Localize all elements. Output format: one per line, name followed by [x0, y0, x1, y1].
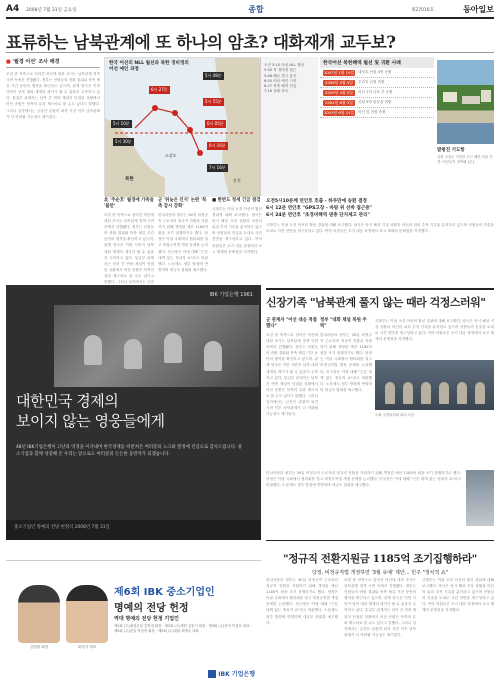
article-column-9 — [266, 577, 338, 687]
article-column-4 — [212, 198, 262, 284]
harbor-photo — [437, 60, 494, 144]
timeline-headline: 오전5시10분께 연안호 호출 - 하루만에 송환 결정 — [266, 199, 367, 204]
article-body: 조업 중 북측으로 넘어간 어선에 대한 조사는 남북관계 경색 국면 속에서 진행됐다. 정부는 선원들의 귀환 경위와 북측 체류 기간 동안의 행적을 확인하고 있으며, 관계 당국은 이번 사안이 남북 대화 재개의 계기가 될 수 있을지 주목하고 있다. 통일부 관계자는 남북 간 연락 채널이 단절된 상황에서 어선 송환은 북측의 유화 제스처로 볼 수도 있다고 말했다. 그러나 일각에서는 금강산 관광객 피격 사건 이후 남북관계가 더 악화될 가능성도 제기된다. — [6, 72, 100, 119]
article-subhead: 北 '주순호' 월경에 가족들 '불안' — [104, 198, 154, 209]
ad-photo — [54, 305, 259, 387]
edition-number: 제27016호 — [410, 8, 434, 13]
ad-body: 48년 IBK기업은행이 고난과 역경을 이겨내며 한국경제를 떠받쳐온 여러분의 노고와 열정에 진심으로 감사드립니다. 중소기업과 함께 성장해 온 우리는 앞으로도 여러분의 든든한 동반자가 되겠습니다. — [16, 445, 243, 457]
article-body: 국방부는 이날 오전 어선의 월선 경위에 대해 보고했다. 당국은 당시 해상 기상 상황과 어선의 위치 추적 기록을 분석하고 있으며 선원들의 진술을 토대로 사건 전반을 재구성하고 있다. 여야 의원들은 초기 대응 과정에서 보고 체계의 문제점을 지적했다. — [375, 319, 494, 342]
place-label: 옹진 — [233, 178, 241, 183]
headline-rule — [6, 52, 494, 53]
timeline-entry: 오전 5:10 어선 NLL 월선 — [264, 63, 305, 67]
time-label: 5시 30분 — [115, 139, 132, 144]
ad-headline: 대한민국 경제의 보이지 않는 영웅들에게 — [16, 392, 165, 430]
article-body: 조업 중 북측으로 넘어간 어선에 대한 조사는 남북관계 경색 국면 속에서 진행됐다. 정부는 선원들의 귀환 경위와 북측 체류 기간 동안의 행적을 확인하고 있으며, 관계 당국은 이번 사안이 남북 대화 재개의 계기가 될 수 있을지 주목하고 있다. 통일부 관계자는 남북 간 연락 채널이 단절된 상황에서 어선 송환은 북측의 유화 제스처로 볼 수도 있다고 말했다. 그러나 일각에서는 금강산 관광객 피격 사건 이후 남북관계가 더 악화될 가능성도 제기된다. — [266, 333, 318, 417]
time-label: 5시 48분 — [205, 73, 222, 78]
timeline-headlines — [266, 198, 494, 234]
ad-logo: IBK 기업은행 1961 — [209, 292, 253, 298]
page-number: A4 — [6, 4, 20, 14]
newspaper-logo: 동아일보 — [463, 4, 494, 14]
time-label: 6시 27분 — [151, 87, 168, 92]
portrait-caption: 김영환 회장 — [29, 645, 49, 649]
article-subhead: 군 '뒤늦은 인지' 논란 '북측 감시 강화' — [158, 198, 207, 209]
quote-subheadline: 당정, 비정규직법 개정하면 '3월 유예' 제안… 민주 "정치적 쇼" — [311, 570, 449, 576]
article-body: 조업 중 북측으로 넘어간 어선에 대한 조사는 남북관계 경색 국면 속에서 진행됐다. 정부는 선원들의 귀환 경위와 북측 체류 기간 동안의 행적을 확인하고 있으며, 관계 당국은 이번 사안이 남북 대화 재개의 계기가 될 수 있을지 주목하고 있다. 통일부 관계자는 남북 간 연락 채널이 단절된 상황에서 어선 송환은 북측의 유화 제스처로 볼 수도 있다고 말했다. 그러나 일각에서는 금강산 관광객 피격 사건 이후 남북관계가 더 악화될 가능성도 제기된다. — [344, 578, 416, 637]
timeline-entry: 6:27 북측 해역 진입 — [264, 84, 297, 89]
table-row: 2003년 6월 14일 어선 및 선원 송환 — [320, 108, 434, 118]
place-label: 북한 — [125, 177, 134, 182]
timeline-box — [260, 57, 318, 196]
article-column-2 — [104, 198, 154, 284]
ad-footer: 중소기업인 명예의 전당 헌정식 2008년 7월 31일 — [6, 520, 261, 540]
photo-caption: 국회 국방위원회 회의 모습 — [375, 413, 415, 417]
time-label: 5시 55분 — [205, 99, 222, 104]
article-subhead: ■ 한반도 정세 긴급 점검 — [212, 198, 261, 203]
article-column-8 — [266, 470, 461, 536]
article-body: 한나라당과 정부는 30일 비정규직 근로자의 정규직 전환을 지원하기 위해 책정된 예산 1185억 원을 조기 집행하기로 했다. 당정은 이날 국회에서 협의회를 열고 비정규직법 개정 문제를 논의했다. 민주당은 이에 대해 "근본 대책 없는 정치적 쇼"라고 비판했다. 노동계도 정부 방침에 반발하며 대규모 집회를 예고했다. — [320, 333, 372, 392]
kicker-headline: 신장기족 "남북관계 풀지 않는 때라 걱정스러워" — [266, 296, 486, 309]
portrait-2 — [66, 585, 108, 643]
time-label: 6시 05분 — [207, 121, 224, 126]
article-body: 한나라당과 정부는 30일 비정규직 근로자의 정규직 전환을 지원하기 위해 책정된 예산 1185억 원을 조기 집행하기로 했다. 당정은 이날 국회에서 협의회를 열고 비정규직법 개정 문제를 논의했다. 민주당은 이에 대해 "근본 대책 없는 정치적 쇼"라고 비판했다. 노동계도 정부 방침에 반발하며 대규모 집회를 예고했다. — [266, 471, 461, 488]
time-label: 6시 16분 — [209, 143, 226, 148]
article-column-10 — [344, 577, 416, 687]
article-body: 조업 중 북측으로 넘어간 어선에 대한 조사는 남북관계 경색 국면 속에서 진행됐다. 정부는 선원들의 귀환 경위와 북측 체류 기간 동안의 행적을 확인하고 있으며, 관계 당국은 이번 사안이 남북 대화 재개의 계기가 될 수 있을지 주목하고 있다. 통일부 관계자는 남북 간 연락 채널이 단절된 상황에서 어선 송환은 북측의 유화 제스처로 볼 수도 있다고 말했다. 그러나 일각에서는 금강 — [104, 213, 154, 285]
article-body: 국방부는 이날 오전 어선의 월선 경위에 대해 보고했다. 당국은 당시 해상 기상 상황과 어선의 위치 추적 기록을 분석하고 있으며 선원들의 진술을 토대로 사건 전반을 재구성하고 있다. 여야 의원들은 초기 대응 과정에서 보고 체계의 문제점을 지적했다. — [266, 223, 494, 234]
timeline-entry: 5:30 북 경비정 접근 — [264, 68, 297, 73]
article-body: 국방부는 이날 오전 어선의 월선 경위에 대해 보고했다. 당국은 당시 해상 기상 상황과 어선의 위치 추적 기록을 분석하고 있으며 선원들의 진술을 토대로 사건 전반을 재구성하고 있다. 여야 의원들은 초기 대응 과정에서 보고 체계의 문제점을 지적했다. — [422, 578, 494, 613]
portrait-photo — [466, 470, 494, 526]
timeline-headline: 6시 24분 연안호 "초경비해역 댄충 단지제고 관리" — [266, 213, 370, 218]
portrait-1 — [18, 585, 60, 643]
hall-of-fame-advertisement[interactable] — [6, 560, 261, 686]
news-photo — [437, 60, 494, 196]
ad-title: 제6회 IBK 중소기업인 — [114, 587, 215, 598]
article-column-1 — [6, 58, 100, 284]
table-row: 2005년 4월 5일 어선 1척 나포 후 송환 — [320, 88, 434, 98]
article-subhead: 군 관계자 "어선 대응 적절했다" — [266, 318, 317, 329]
timeline-entry: 5:48 해군 경고 통신 — [264, 73, 297, 78]
quote-article[interactable] — [266, 540, 494, 576]
article-body: 국방부는 이날 오전 어선의 월선 경위에 대해 보고했다. 당국은 당시 해상 기상 상황과 어선의 위치 추적 기록을 분석하고 있으며 선원들의 진술을 토대로 사건 전반을 재구성하고 있다. 여야 의원들은 초기 대응 과정에서 보고 체계의 문제점을 지적했다. — [212, 207, 262, 254]
timeline-entry: 7:16 상황 종료 — [264, 89, 289, 94]
article-body: 한나라당과 정부는 30일 비정규직 근로자의 정규직 전환을 지원하기 위해 책정된 예산 1185억 원을 조기 집행하기로 했다. 당정은 이날 국회에서 협의회를 열고 비정규직법 개정 문제를 논의했다. 민주당은 이에 대해 "근본 대책 없는 정치적 쇼"라고 비판했다. 노동계도 정부 방침에 반발하며 대규모 집회를 예고했다. — [158, 213, 208, 272]
ad-title: 명예의 전당 헌정 — [114, 603, 189, 614]
meeting-photo — [375, 360, 494, 410]
map-graphic — [104, 57, 259, 196]
map-caption: 한국 어선의 NLL 월선과 북한 경비정의 어선 예인 과정 — [109, 61, 189, 72]
main-headline[interactable]: 표류하는 남북관계에 또 하나의 암초? 대화재개 교두보? — [6, 33, 396, 52]
article-kicker[interactable] — [266, 288, 494, 310]
table-title: 한국어선 북한해역 월선 및 귀환 사례 — [320, 57, 434, 68]
article-column-3 — [158, 198, 208, 284]
section-name: 종합 — [248, 5, 264, 14]
ad-brand: IBK 기업은행 — [208, 669, 255, 679]
timeline-entry: 6:05 어선 예인 시작 — [264, 78, 297, 83]
portrait-caption: 최영식 대표 — [77, 645, 97, 649]
photo-caption-detail: 강원 고성군 거진항 인근 해안 마을 전경. 어선들이 정박해 있다. — [437, 155, 493, 164]
article-column-7 — [375, 318, 494, 358]
timeline-headline: 6시 12분 연안호 "GPS고장 - 바람 위 선박 접근중" — [266, 206, 373, 211]
article-subhead: 정부 "대화 채널 복원 주력" — [320, 318, 367, 329]
ad-subtitle: 역대 명예의 전당 헌정 기업인 — [114, 616, 179, 622]
ad-list: 제1회 (주)대성산업 김영대 회장 · 제2회 (주)세원 김문기 회장 · 제3회 (주)동아 이창호 대표 · 제4회 (주)한일 박상현 회장 · 제5회 (주)대원 최병수 대표 — [114, 624, 252, 633]
article-column-11 — [422, 577, 494, 687]
table-row: 2007년 1월 19일 대성호 선원 4명 송환 — [320, 68, 434, 78]
article-column-5 — [266, 318, 318, 468]
article-label: ■ '월경 어선' 조사 배경 — [6, 58, 100, 68]
page-header — [6, 3, 494, 19]
bank-advertisement[interactable] — [6, 285, 261, 540]
photo-caption: 발왕진 기도항 — [437, 148, 465, 153]
quote-headline: "정규직 전환지원금 1185억 조기집행하라" — [283, 553, 477, 565]
incident-table — [320, 57, 434, 196]
time-label: 7시 16분 — [209, 165, 226, 170]
time-label: 5시 10분 — [113, 121, 130, 126]
article-column-6 — [320, 318, 372, 468]
issue-date: 2008년 7월 31일 금요일 — [26, 8, 77, 13]
article-body: 한나라당과 정부는 30일 비정규직 근로자의 정규직 전환을 지원하기 위해 책정된 예산 1185억 원을 조기 집행하기로 했다. 당정은 이날 국회에서 협의회를 열고 비정규직법 개정 문제를 논의했다. 민주당은 이에 대해 "근본 대책 없는 정치적 쇼"라고 비판했다. 노동계도 정부 방침에 반발하며 대규모 집회를 예고했다. — [266, 578, 338, 625]
table-row: 2006년 5월 4일 우진호 선원 귀환 — [320, 78, 434, 88]
place-label: 소강도 — [165, 153, 177, 158]
ibk-logo-icon — [208, 670, 216, 678]
table-row: 2004년 8월 3일 선원 5명 판문점 귀환 — [320, 98, 434, 108]
